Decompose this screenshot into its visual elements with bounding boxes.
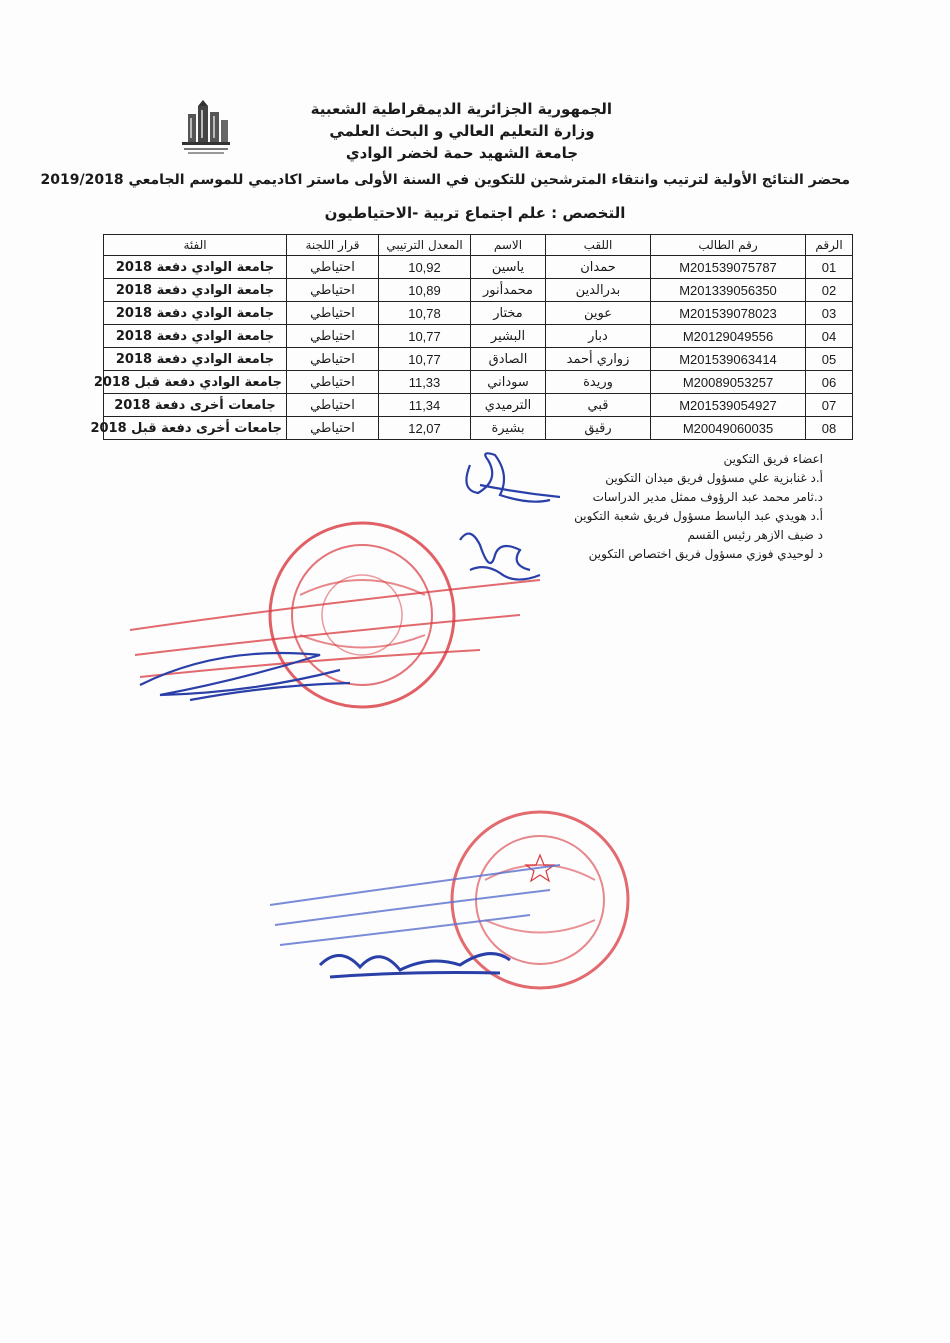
cell-category: جامعة الوادي دفعة 2018 (104, 348, 287, 371)
table-row (104, 302, 853, 325)
cell-name: سوداني (471, 371, 546, 394)
cell-decision: احتياطي (287, 325, 379, 348)
cell-student-id: M201539054927 (651, 394, 806, 417)
cell-average: 12,07 (379, 417, 471, 440)
document-header (312, 98, 612, 164)
header-decision: قرار اللجنة (287, 235, 379, 256)
document-title: محضر النتائج الأولية لترتيب وانتقاء المترشحين للتكوين في السنة الأولى ماستر اكاديمي للموسم الجامعي 2019/2018 (40, 172, 850, 188)
cell-average: 10,78 (379, 302, 471, 325)
cell-average: 11,33 (379, 371, 471, 394)
cell-student-id: M20049060035 (651, 417, 806, 440)
cell-student-id: M201539063414 (651, 348, 806, 371)
cell-student-id: M20129049556 (651, 325, 806, 348)
specialty-title: التخصص : علم اجتماع تربية -الاحتياطيون (324, 204, 626, 222)
cell-index: 04 (806, 325, 853, 348)
cell-index: 05 (806, 348, 853, 371)
cell-surname: قبي (546, 394, 651, 417)
cell-surname: وريدة (546, 371, 651, 394)
cell-surname: زواري أحمد (546, 348, 651, 371)
cell-name: الصادق (471, 348, 546, 371)
cell-category: جامعة الوادي دفعة 2018 (104, 279, 287, 302)
member-item: أ.د هويدي عبد الباسط مسؤول فريق شعبة التكوين (574, 509, 823, 523)
cell-average: 10,77 (379, 325, 471, 348)
cell-student-id: M201539078023 (651, 302, 806, 325)
cell-index: 03 (806, 302, 853, 325)
header-category: الفئة (104, 235, 287, 256)
cell-decision: احتياطي (287, 256, 379, 279)
cell-student-id: M201539075787 (651, 256, 806, 279)
table-row (104, 279, 853, 302)
header-student-id: رقم الطالب (651, 235, 806, 256)
cell-decision: احتياطي (287, 348, 379, 371)
cell-student-id: M201339056350 (651, 279, 806, 302)
red-rect-stamp-icon (130, 580, 540, 677)
cell-index: 01 (806, 256, 853, 279)
header-surname: اللقب (546, 235, 651, 256)
cell-surname: دبار (546, 325, 651, 348)
member-item: د ضيف الازهر رئيس القسم (687, 528, 823, 542)
results-table (90, 234, 853, 440)
header-republic: الجمهورية الجزائرية الديمقراطية الشعبية (310, 100, 612, 118)
cell-name: الترميدي (471, 394, 546, 417)
signatures-and-red-stamp (100, 445, 570, 725)
cell-category: جامعة الوادي دفعة 2018 (104, 302, 287, 325)
cell-decision: احتياطي (287, 302, 379, 325)
cell-category: جامعة الوادي دفعة 2018 (104, 256, 287, 279)
table-row (104, 348, 853, 371)
table-row (104, 325, 853, 348)
member-item: د لوحيدي فوزي مسؤول فريق اختصاص التكوين (588, 547, 823, 561)
cell-average: 11,34 (379, 394, 471, 417)
header-name: الاسم (471, 235, 546, 256)
cell-average: 10,77 (379, 348, 471, 371)
cell-surname: رقيق (546, 417, 651, 440)
header-index: الرقم (806, 235, 853, 256)
cell-name: محمدأنور (471, 279, 546, 302)
cell-decision: احتياطي (287, 279, 379, 302)
header-average: المعدل الترتيبي (379, 235, 471, 256)
cell-decision: احتياطي (287, 394, 379, 417)
cell-name: ياسين (471, 256, 546, 279)
cell-name: البشير (471, 325, 546, 348)
table-row (104, 394, 853, 417)
cell-name: بشيرة (471, 417, 546, 440)
cell-index: 07 (806, 394, 853, 417)
member-item: د.ثامر محمد عبد الرؤوف ممثل مدير الدراسات (592, 490, 823, 504)
header-university: جامعة الشهيد حمة لخضر الوادي (345, 144, 579, 162)
cell-average: 10,89 (379, 279, 471, 302)
cell-decision: احتياطي (287, 371, 379, 394)
table-row (104, 417, 853, 440)
blue-rect-stamp-icon (270, 865, 560, 945)
header-ministry: وزارة التعليم العالي و البحث العلمي (329, 122, 595, 140)
cell-category: جامعات أخرى دفعة قبل 2018 (104, 417, 287, 440)
cell-decision: احتياطي (287, 417, 379, 440)
university-logo (178, 100, 234, 158)
cell-average: 10,92 (379, 256, 471, 279)
cell-index: 06 (806, 371, 853, 394)
member-item: أ.د غنابزية علي مسؤول فريق ميدان التكوين (605, 471, 823, 485)
cell-index: 02 (806, 279, 853, 302)
cell-category: جامعة الوادي دفعة قبل 2018 (104, 371, 287, 394)
table-row (104, 256, 853, 279)
cell-name: مختار (471, 302, 546, 325)
table-header-row (104, 235, 853, 256)
dean-signature-and-stamp (260, 795, 680, 1005)
cell-index: 08 (806, 417, 853, 440)
cell-category: جامعات أخرى دفعة 2018 (104, 394, 287, 417)
red-round-stamp-icon (452, 812, 628, 988)
cell-surname: عوين (546, 302, 651, 325)
members-heading: اعضاء فريق التكوين (723, 452, 823, 466)
cell-surname: حمدان (546, 256, 651, 279)
cell-student-id: M20089053257 (651, 371, 806, 394)
table-row (104, 371, 853, 394)
cell-category: جامعة الوادي دفعة 2018 (104, 325, 287, 348)
cell-surname: بدرالدين (546, 279, 651, 302)
